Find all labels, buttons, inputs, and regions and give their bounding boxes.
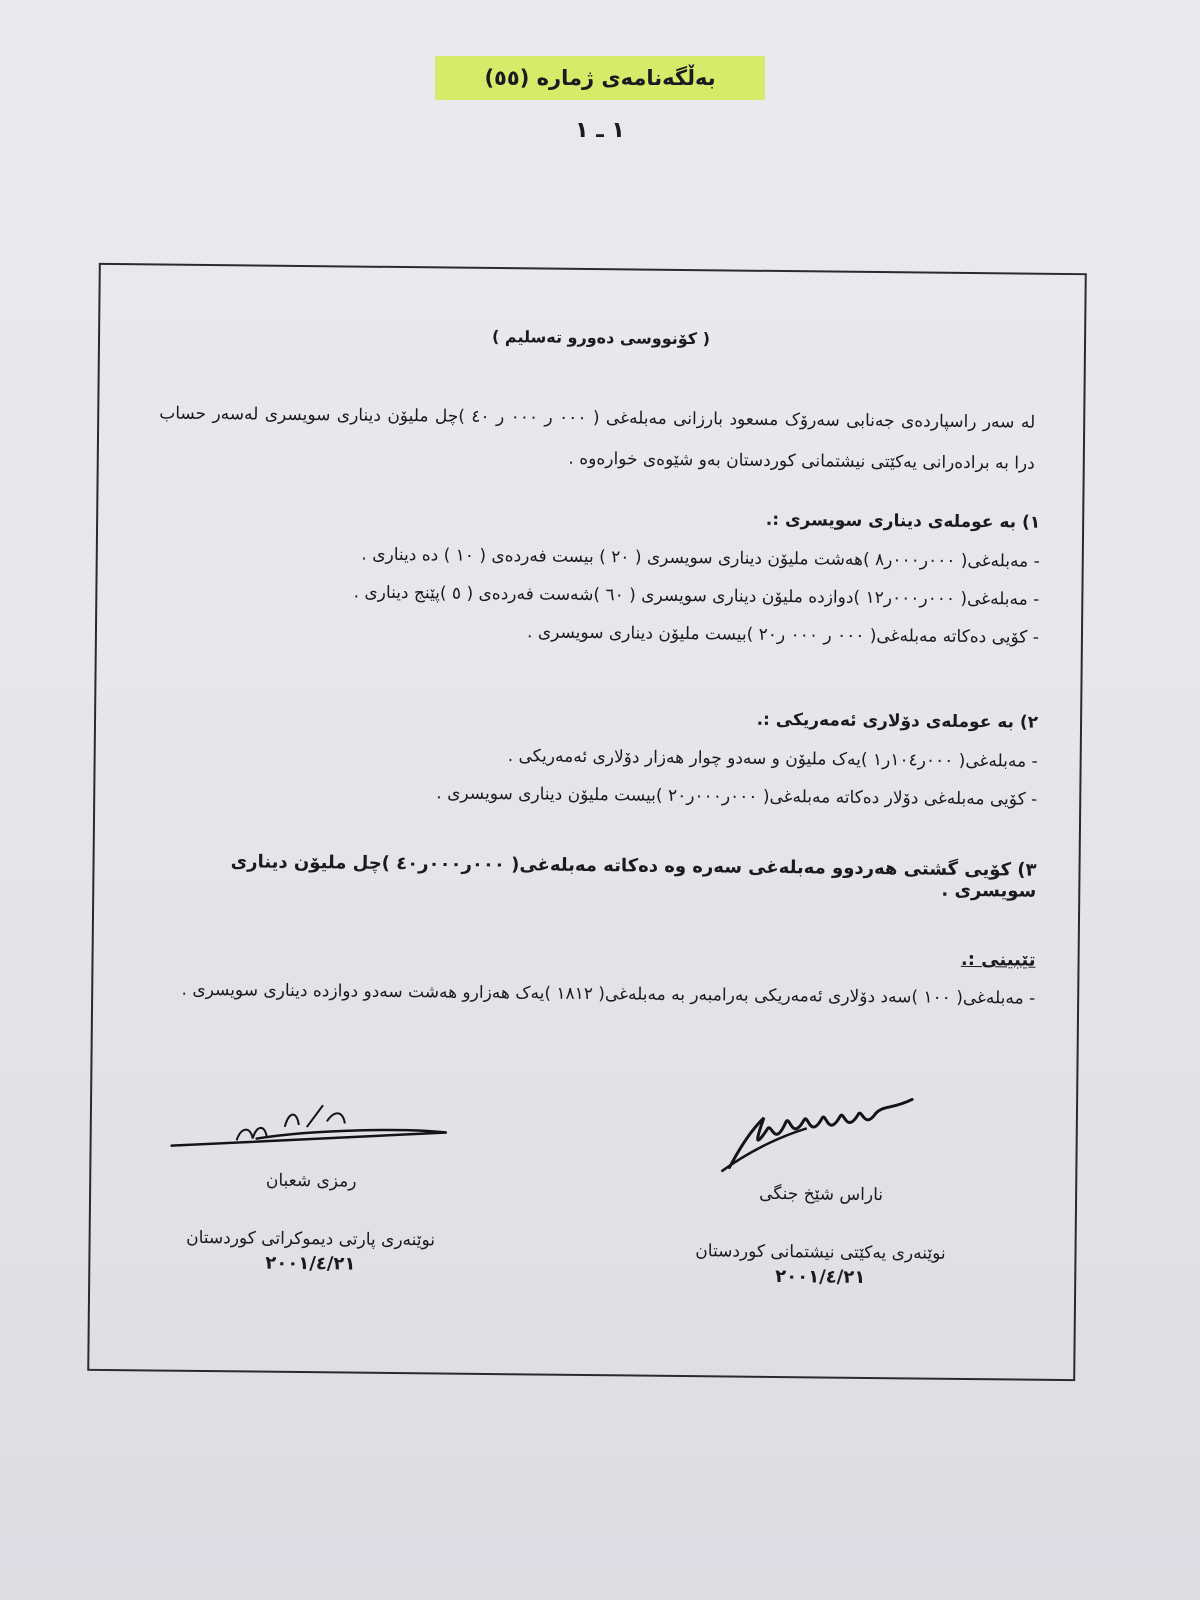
list-item: - مەبلەغی( ٠٠٠ر١٠٤ر١ )یەک ملیۆن و سەدو چوار هەزار دۆلاری ئەمەریکی .	[507, 746, 1038, 772]
signer-role: نوێنەری یەکێتی نیشتمانی کوردستان	[695, 1241, 946, 1264]
section-swiss-dinar	[157, 493, 1041, 656]
signer-name: ناراس شێخ جنگی	[759, 1183, 884, 1206]
handwritten-signature-puk	[711, 1089, 932, 1181]
handwritten-signature-kdp	[166, 1096, 457, 1169]
section-title: ٢) بە عوملەی دۆلاری ئەمەریکی :.	[756, 709, 1039, 733]
signature-date: ٢٠٠١/٤/٢١	[775, 1265, 866, 1288]
signer-name: رمزی شعبان	[265, 1170, 357, 1192]
signature-date: ٢٠٠١/٤/٢١	[265, 1252, 356, 1275]
document-title: بەڵگەنامەی ژمارە (٥٥)	[484, 66, 716, 90]
grand-total: ٣) کۆیی گشتی هەردوو مەبلەغی سەرە وە دەکاتە مەبلەغی( ٠٠٠ر٠٠٠ر٤٠ )چل ملیۆن دیناری سویسری .	[230, 851, 1037, 902]
list-item: - کۆیی دەکاتە مەبلەغی( ٠٠٠ ر ٠٠٠ ر٢٠ )بیست ملیۆن دیناری سویسری .	[526, 622, 1040, 648]
section-title: ١) بە عوملەی دیناری سویسری :.	[765, 509, 1041, 533]
note-text: - مەبلەغی( ١٠٠ )سەد دۆلاری ئەمەریکی بەرامبەر بە مەبلەغی( ١٨١٢ )یەک هەزارو هەشت سەدو دوازدە دیناری سویسری .	[181, 979, 1036, 1009]
note-block	[153, 933, 1036, 1018]
section-us-dollar	[155, 693, 1038, 818]
note-title: تێبینی :.	[960, 948, 1036, 971]
document-title-band	[435, 56, 765, 100]
list-item: - کۆیی مەبلەغی دۆلار دەکاتە مەبلەغی( ٠٠٠ر٠٠٠ر٢٠ )بیست ملیۆن دیناری سویسری .	[436, 783, 1038, 810]
page-number: ١ ـ ١	[575, 118, 625, 143]
list-item: - مەبلەغی( ٠٠٠ر٠٠٠ر٨ )هەشت ملیۆن دیناری سویسری ( ٢٠ ) بیست فەردەی ( ١٠ ) دە دیناری .	[361, 544, 1040, 572]
document-heading: ( کۆنووسی دەورو تەسلیم )	[491, 326, 711, 349]
intro-paragraph: لە سەر راسپاردەی جەنابی سەرۆک مسعود بارزانی مەبلەغی ( ٠٠٠ ر ٠٠٠ ر ٤٠ )چل ملیۆن دیناری سویسری لەسەر حساب درا بە برادەرانی یەکێتی نیشتمانی کوردستان بەو شێوەی خوارەوە .	[159, 403, 1036, 474]
list-item: - مەبلەغی( ٠٠٠ر٠٠٠ر١٢ )دوازدە ملیۆن دیناری سویسری ( ٦٠ )شەست فەردەی ( ٥ )پێنج دیناری .	[353, 582, 1040, 610]
signature-block-kdp	[160, 1096, 462, 1276]
signer-role: نوێنەری پارتی دیموکراتی کوردستان	[186, 1227, 436, 1251]
signature-block-puk	[670, 1089, 972, 1289]
document-frame	[87, 263, 1087, 1381]
